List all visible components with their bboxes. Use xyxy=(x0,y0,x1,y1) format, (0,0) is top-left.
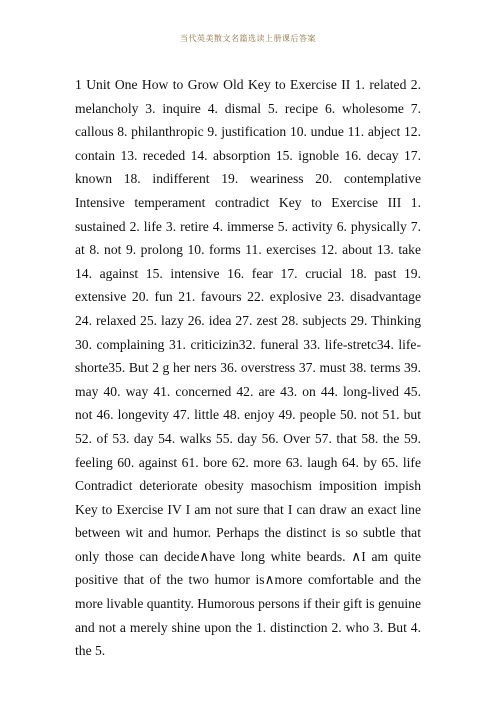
page-header: 当代英美散文名篇选读上册课后答案 xyxy=(180,34,316,43)
document-body: 1 Unit One How to Grow Old Key to Exercise II 1. related 2. melancholy 3. inquire 4. dismal 5. recipe 6. wholesome 7. callous 8. philanthropic 9. justification 10. undue 11. abject 12. contain 13. receded 14. absorption 15. ignoble 16. decay 17. known 18. indifferent 19. weariness 20. contemplative Intensive temperament contradict Key to Exercise III 1. sustained 2. life 3. retire 4. immerse 5. activity 6. physically 7. at 8. not 9. prolong 10. forms 11. exercises 12. about 13. take 14. against 15. intensive 16. fear 17. crucial 18. past 19. extensive 20. fun 21. favours 22. explosive 23. disadvantage 24. relaxed 25. lazy 26. idea 27. zest 28. subjects 29. Thinking 30. complaining 31. criticizin32. funeral 33. life-stretc34. life-shorte35. But 2 g her ners 36. overstress 37. must 38. terms 39. may 40. way 41. concerned 42. are 43. on 44. long-lived 45. not 46. longevity 47. little 48. enjoy 49. people 50. not 51. but 52. of 53. day 54. walks 55. day 56. Over 57. that 58. the 59. feeling 60. against 61. bore 62. more 63. laugh 64. by 65. life Contradict deteriorate obesity masochism imposition impish Key to Exercise IV I am not sure that I can draw an exact line between wit and humor. Perhaps the distinct is so subtle that only those can decide∧have long white beards. ∧I am quite positive that of the two humor is∧more comfortable and the more livable quantity. Humorous persons if their gift is genuine and not a merely shine upon the 1. distinction 2. who 3. But 4. the 5. xyxy=(75,77,421,659)
